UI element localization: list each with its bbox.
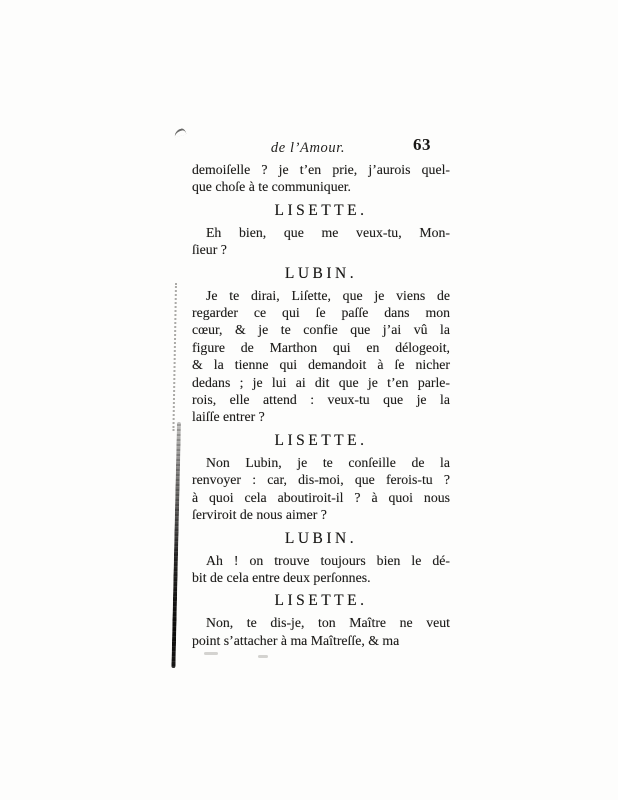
speaker-heading: LISETTE. (274, 592, 368, 610)
stray-ink-mark (173, 128, 186, 138)
text-line: regarder ce qui ſe paſſe dans mon (192, 305, 450, 321)
text-line: dedans ; je lui ai dit que je t’en parle- (192, 374, 450, 390)
speaker-heading: LISETTE. (274, 201, 368, 219)
text-line: Eh bien, que me veux-tu, Mon- (206, 224, 450, 240)
page-content (192, 161, 450, 649)
speaker-heading: LISETTE. (274, 431, 368, 449)
speaker-heading: LUBIN. (284, 529, 358, 547)
text-line: laiſſe entrer ? (192, 409, 265, 425)
text-line: renvoyer : car, dis-moi, que ferois-tu ? (192, 472, 450, 488)
text-line: bit de cela entre deux perſonnes. (192, 569, 371, 585)
text-line: cœur, & je te confie que j’ai vû la (192, 322, 450, 338)
scan-smudge (258, 655, 268, 658)
paragraph (192, 454, 450, 524)
text-line: & la tienne qui demandoit à ſe nicher (192, 357, 450, 373)
printed-page (192, 135, 450, 649)
scan-smudge (204, 652, 218, 655)
paragraph (192, 614, 450, 649)
text-line: Non Lubin, je te conſeille de la (206, 454, 450, 470)
text-line: rois, elle attend : veux-tu que je la (192, 392, 450, 408)
text-line: que choſe à te communiquer. (192, 179, 351, 195)
running-title: de l’Amour. (270, 140, 346, 156)
text-line: à quoi cela aboutiroit-il ? à quoi nous (192, 489, 450, 505)
text-line: point s’attacher à ma Maîtreſſe, & ma (192, 632, 400, 648)
paragraph (192, 161, 450, 196)
text-line: ſerviroit de nous aimer ? (192, 507, 327, 523)
text-line: Je te dirai, Liſette, que je viens de (206, 287, 450, 303)
text-line: Ah ! on trouve toujours bien le dé- (206, 552, 450, 568)
binding-shadow-top (172, 283, 177, 431)
page-number: 63 (413, 135, 431, 154)
binding-shadow (171, 422, 181, 668)
text-line: ſieur ? (192, 242, 227, 258)
text-line: Non, te dis-je, ton Maître ne veut (206, 615, 450, 631)
paragraph (192, 287, 450, 426)
paragraph (192, 552, 450, 587)
text-line: demoiſelle ? je t’en prie, j’aurois quel- (192, 162, 450, 177)
text-line: figure de Marthon qui en délogeoit, (192, 339, 450, 355)
paragraph (192, 224, 450, 259)
page-header (192, 135, 450, 160)
speaker-heading: LUBIN. (284, 264, 358, 282)
